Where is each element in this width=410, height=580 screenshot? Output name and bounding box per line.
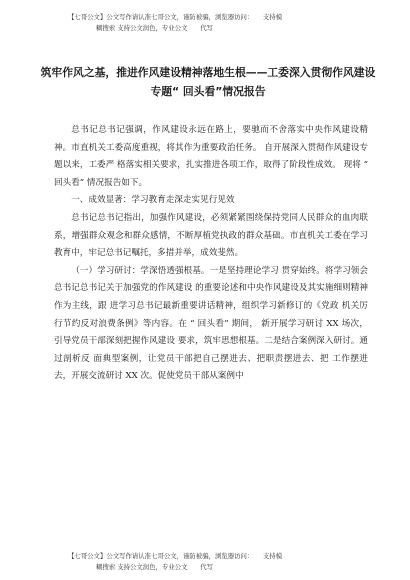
- header-line-1: 【七哥公文】公文写作请认准七哥公文，谨防被骗，浏览器访问： 支持模: [68, 13, 283, 21]
- page-footer-banner: [0, 551, 410, 573]
- body-paragraph: 总书记总书记指出，加强作风建设，必须紧紧围绕保持党同人民群众的血肉联系，增强群众观念和群众感情，不断厚植党执政的群众基础。市直机关工委在学习教育中，牢记总书记嘱托，多措并举，成效斐然。: [54, 212, 368, 259]
- footer-line-1: 【七哥公文】公文写作请认准七哥公文，谨防被骗，浏览器访问： 支持模: [68, 552, 283, 560]
- footer-line-2: 糊搜索 支持公文润色，专业公文 代写: [96, 563, 214, 571]
- page-header-banner: [0, 12, 410, 34]
- document-title: 筑牢作风之基，推进作风建设精神落地生根——工委深入贯彻作风建设专题“ 回头看”情况报告: [40, 66, 376, 98]
- body-paragraph: （一）学习研讨：学深悟透强根基。一是坚持理论学习 贯穿始终。将学习领会总书记总书记关于加强党的作风建设 的重要论述和中央作风建设及其实施细则精神作为主线，跟 进学习总书记最新重要讲话精神，组织学习新修订的《党政 机关厉行节约反对浪费条例》等内容。在 “ 回头看” 期间， 新开展学习研讨 XX 场次， 引导党员干部深刻把握作风建设 要求，筑牢思想根基。二是结合案例深入研讨。通过剖析反 面典型案例，让党员干部把自己摆进去、把职责摆进去、把 工作摆进去，开展交流研讨 XX 次。促使党员干部从案例中: [54, 265, 368, 382]
- section-heading: 一、成效显著：学习教育走深走实见行见效: [71, 195, 235, 206]
- header-line-2: 糊搜索 支持公文润色，专业公文 代写: [96, 24, 214, 32]
- intro-paragraph: 总书记总书记强调，作风建设永远在路上，要驰而不舍落实中央作风建设精神。市直机关工委高度重视，将其作为重要政治任务。 自开展深入贯彻作风建设专题以来，工委严 格落实相关要求，扎实推进各项工作，取得了阶段性成效。 现将 “ 回头看” 情况报告如下。: [54, 125, 368, 188]
- document-body: [54, 122, 368, 386]
